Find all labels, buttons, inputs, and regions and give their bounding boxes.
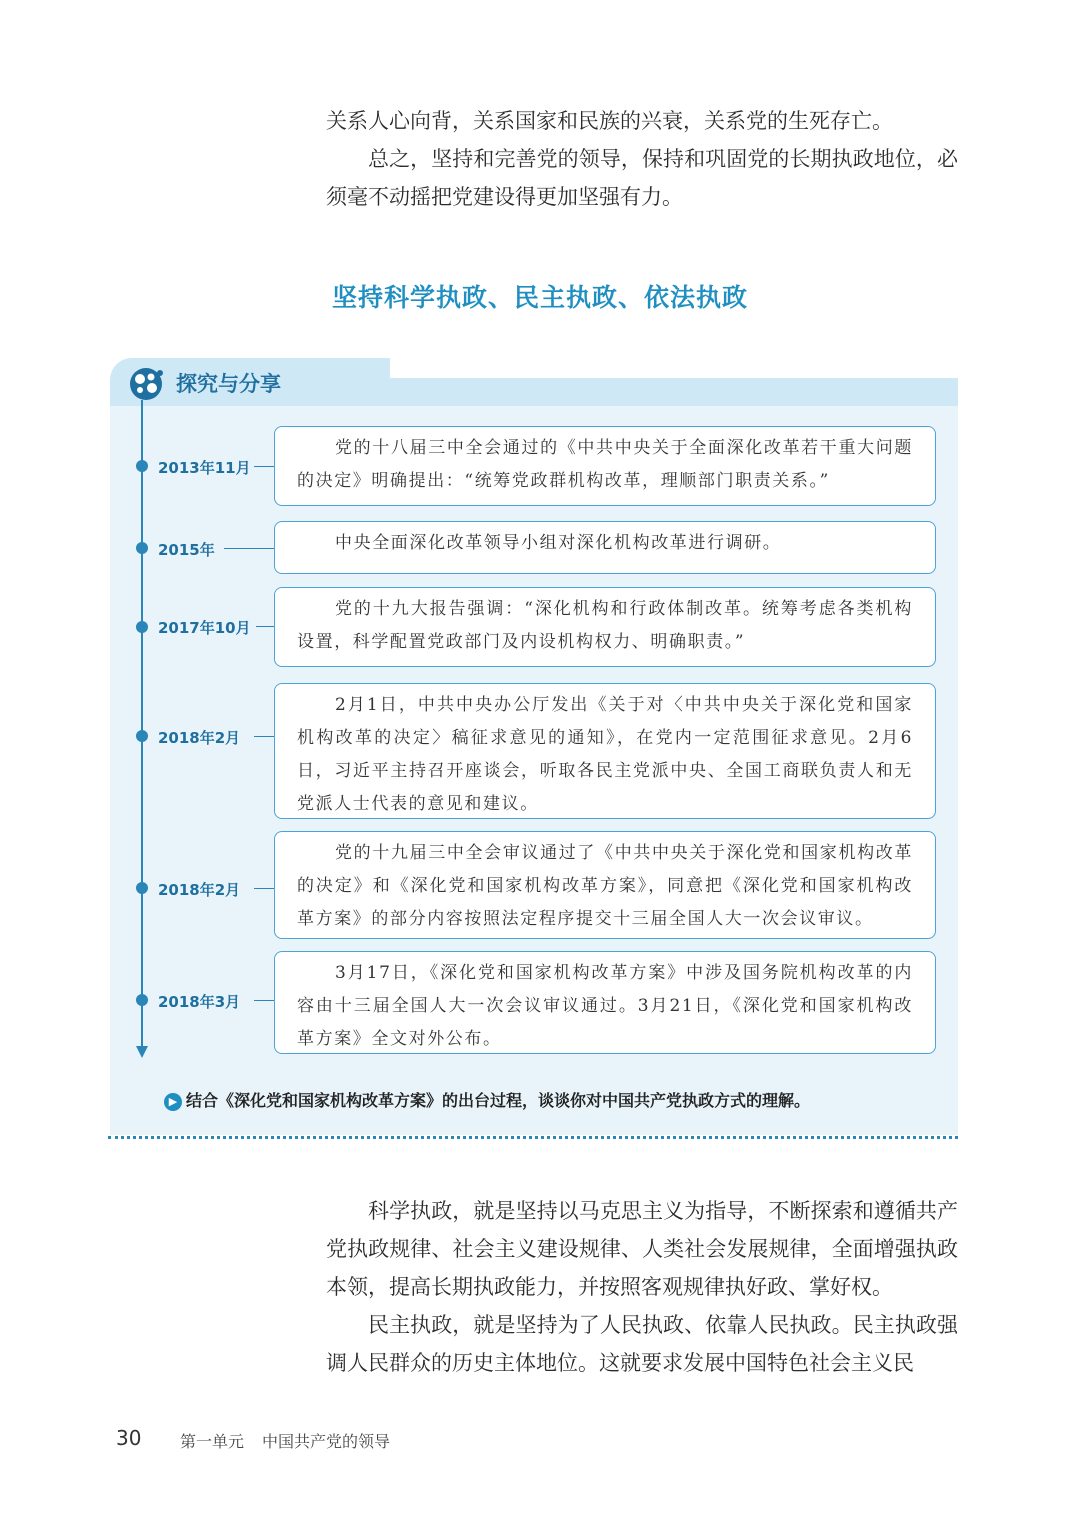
body-paragraph: 民主执政，就是坚持为了人民执政、依靠人民执政。民主执政强调人民群众的历史主体地位。这就要求发展中国特色社会主义民 bbox=[326, 1313, 958, 1375]
timeline-connector bbox=[254, 1000, 274, 1001]
body-paragraph: 科学执政，就是坚持以马克思主义为指导，不断探索和遵循共产党执政规律、社会主义建设规律、人类社会发展规律，全面增强执政本领，提高长期执政能力，并按照客观规律执好政、掌好权。 bbox=[326, 1199, 958, 1299]
timeline-date: 2018年2月 bbox=[158, 729, 241, 747]
timeline-dot bbox=[136, 542, 148, 554]
footer-running-head bbox=[180, 1429, 408, 1452]
timeline-event: 2月1日，中共中央办公厅发出《关于对〈中共中央关于深化党和国家机构改革的决定〉稿征求意见的通知》，在党内一定范围征求意见。2月6日，习近平主持召开座谈会，听取各民主党派中央、全国工商联负责人和无党派人士代表的意见和建议。 bbox=[274, 683, 936, 819]
footer-unit-title: 中国共产党的领导 bbox=[262, 1432, 391, 1451]
timeline-connector bbox=[254, 466, 274, 467]
timeline-date: 2013年11月 bbox=[158, 459, 251, 477]
timeline-dot bbox=[136, 994, 148, 1006]
timeline-connector bbox=[224, 548, 274, 549]
discussion-prompt bbox=[164, 1088, 954, 1111]
timeline-axis bbox=[130, 400, 160, 1060]
timeline-connector bbox=[254, 736, 274, 737]
explore-share-icon bbox=[126, 364, 166, 404]
intro-paragraph: 总之，坚持和完善党的领导，保持和巩固党的长期执政地位，必须毫不动摇把党建设得更加坚强有力。 bbox=[326, 147, 958, 209]
timeline-dot bbox=[136, 730, 148, 742]
explore-tab-tail bbox=[370, 358, 400, 406]
timeline-dot bbox=[136, 882, 148, 894]
prompt-text: 结合《深化党和国家机构改革方案》的出台过程，谈谈你对中国共产党执政方式的理解。 bbox=[186, 1091, 811, 1110]
explore-label: 探究与分享 bbox=[176, 372, 281, 396]
timeline-date: 2018年3月 bbox=[158, 993, 241, 1011]
timeline-event: 中央全面深化改革领导小组对深化机构改革进行调研。 bbox=[274, 521, 936, 574]
timeline-connector bbox=[254, 888, 274, 889]
timeline-date: 2015年 bbox=[158, 541, 215, 559]
timeline-dot bbox=[136, 460, 148, 472]
timeline-connector bbox=[256, 626, 274, 627]
intro-line: 关系人心向背，关系国家和民族的兴衰，关系党的生死存亡。 bbox=[326, 109, 893, 133]
footer-unit: 第一单元 bbox=[180, 1432, 245, 1451]
section-divider bbox=[108, 1136, 958, 1139]
section-title: 坚持科学执政、民主执政、依法执政 bbox=[331, 283, 748, 312]
timeline-event: 党的十八届三中全会通过的《中共中央关于全面深化改革若干重大问题的决定》明确提出：“统筹党政群机构改革，理顺部门职责关系。” bbox=[274, 426, 936, 506]
timeline-date: 2018年2月 bbox=[158, 881, 241, 899]
timeline-dot bbox=[136, 621, 148, 633]
timeline-event: 3月17日，《深化党和国家机构改革方案》中涉及国务院机构改革的内容由十三届全国人大一次会议审议通过。3月21日，《深化党和国家机构改革方案》全文对外公布。 bbox=[274, 951, 936, 1054]
timeline-date: 2017年10月 bbox=[158, 619, 251, 637]
arrow-right-icon: ▶ bbox=[164, 1093, 182, 1111]
timeline-event: 党的十九届三中全会审议通过了《中共中央关于深化党和国家机构改革的决定》和《深化党和国家机构改革方案》，同意把《深化党和国家机构改革方案》的部分内容按照法定程序提交十三届全国人大一次会议审议。 bbox=[274, 831, 936, 939]
timeline-event: 党的十九大报告强调：“深化机构和行政体制改革。统筹考虑各类机构设置，科学配置党政部门及内设机构权力、明确职责。” bbox=[274, 587, 936, 667]
page-number: 30 bbox=[116, 1426, 142, 1450]
